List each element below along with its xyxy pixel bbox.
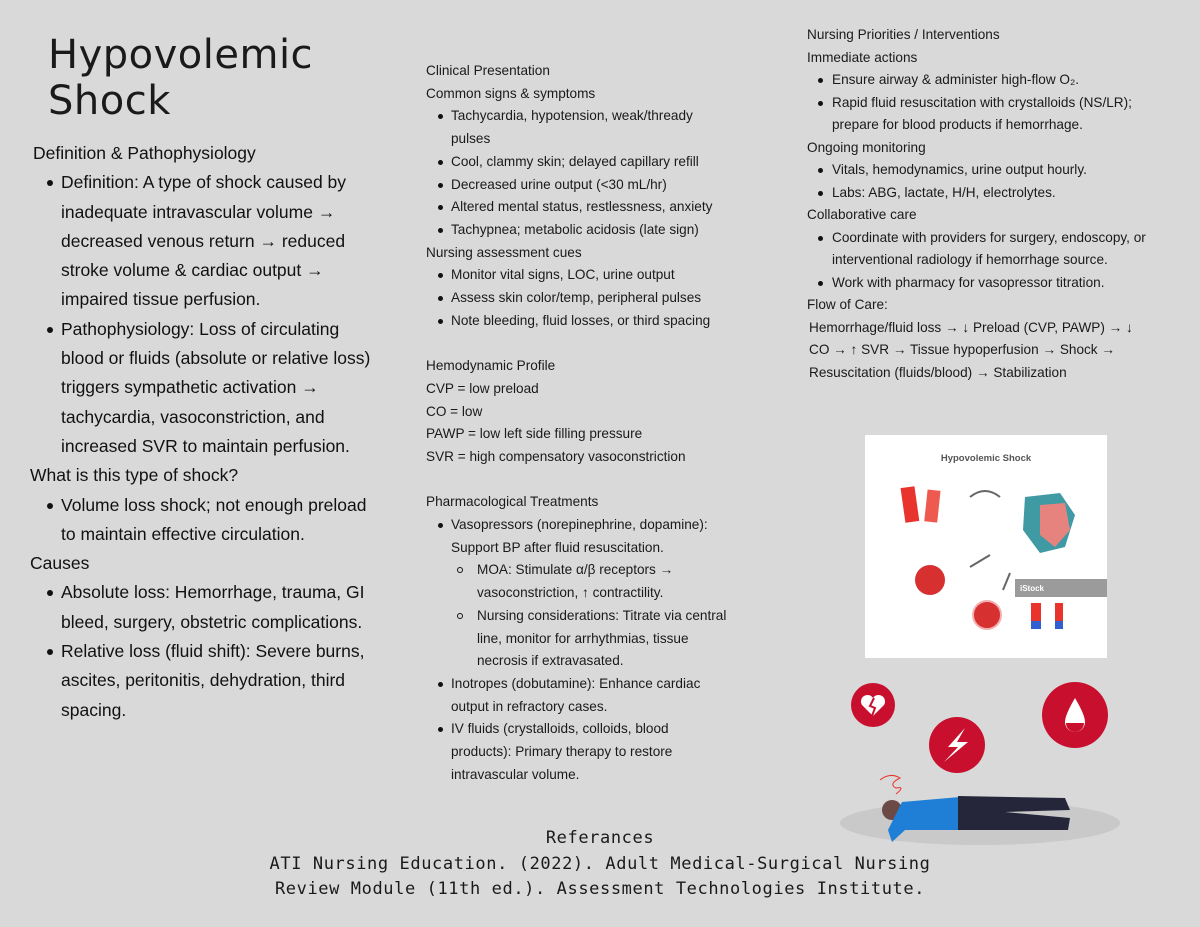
section-heading: Common signs & symptoms [426,85,596,101]
section-heading: Flow of Care: [807,297,888,312]
references-citation: ATI Nursing Education. (2022). Adult Medical-Surgical Nursing Review Module (11th ed.). Assessment Technologies Institute. [269,853,931,899]
broken-heart-icon [851,683,895,727]
list-item: Coordinate with providers for surgery, endoscopy, or interventional radiology if hemorrhage source. [807,227,1147,272]
section-heading: Nursing Priorities / Interventions [807,27,1000,42]
title-line-2: Shock [48,78,171,124]
heart-icon [915,565,945,595]
list-item: Ensure airway & administer high-flow O₂. [807,69,1147,92]
list-item: Cool, clammy skin; delayed capillary refill [426,151,731,174]
title-line-1: Hypovolemic [48,32,314,78]
list-item: Inotropes (dobutamine): Enhance cardiac output in refractory cases. [426,673,731,718]
section-heading: SVR = high compensatory vasoconstriction [426,448,686,464]
spacer [426,332,731,355]
blood-drop-icon [1042,682,1108,748]
list-item: Tachypnea; metabolic acidosis (late sign) [426,219,731,242]
list-item: Nursing considerations: Titrate via central line, monitor for arrhythmias, tissue necrosis if extravasated. [426,605,731,673]
section-heading: Definition & Pathophysiology [33,143,256,163]
section-heading: Immediate actions [807,49,918,65]
list-item: Work with pharmacy for vasopressor titration. [807,272,1147,295]
heart-icon [973,601,1001,629]
list-item: Monitor vital signs, LOC, urine output [426,264,731,287]
references [250,826,950,903]
heart-anatomy-icon [1023,493,1075,553]
hypovolemic-shock-diagram [865,435,1107,658]
list-item: IV fluids (crystalloids, colloids, blood products): Primary therapy to restore intravascular volume. [426,718,731,786]
middle-column [426,60,731,786]
list-item: Assess skin color/temp, peripheral pulses [426,287,731,310]
right-column [807,24,1147,384]
section-heading: Nursing assessment cues [426,244,582,260]
list-item: Altered mental status, restlessness, anxiety [426,196,731,219]
section-heading: PAWP = low left side filling pressure [426,426,643,442]
section-heading: Ongoing monitoring [807,139,926,155]
section-heading: Hemodynamic Profile [426,358,556,374]
watermark: iStock [1020,584,1045,593]
spacer [426,469,731,492]
list-item: MOA: Stimulate α/β receptors → vasoconstriction, ↑ contractility. [426,559,731,604]
list-item: Relative loss (fluid shift): Severe burns, ascites, peritonitis, dehydration, third spacing. [30,637,375,725]
section-heading: Collaborative care [807,207,917,222]
section-heading: CVP = low preload [426,380,539,396]
list-item: Labs: ABG, lactate, H/H, electrolytes. [807,182,1147,205]
section-heading: Clinical Presentation [426,63,550,78]
section-heading: Causes [30,553,90,574]
blood-vessel-icon [901,486,941,523]
list-item: Definition: A type of shock caused by inadequate intravascular volume → decreased venous return → reduced stroke volume & cardiac output → impaired tissue perfusion. [30,168,375,314]
section-heading: CO = low [426,403,483,419]
section-heading: Pharmacological Treatments [426,494,599,510]
list-item: Vasopressors (norepinephrine, dopamine): Support BP after fluid resuscitation. [426,514,731,559]
list-item: Absolute loss: Hemorrhage, trauma, GI bleed, surgery, obstetric complications. [30,578,375,637]
flow-of-care-text: Hemorrhage/fluid loss → ↓ Preload (CVP, PAWP) → ↓ CO → ↑ SVR → Tissue hypoperfusion → Shock → Resuscitation (fluids/blood) → Stabilization [809,319,1133,380]
diagram-title: Hypovolemic Shock [940,453,1032,464]
section-heading: What is this type of shock? [30,465,239,486]
left-column [30,139,375,725]
list-item: Volume loss shock; not enough preload to maintain effective circulation. [30,491,375,550]
list-item: Pathophysiology: Loss of circulating blood or fluids (absolute or relative loss) triggers sympathetic activation → tachycardia, vasoconstriction, and increased SVR to maintain perfusion. [30,315,375,461]
references-heading: Referances [545,828,655,848]
symptom-illustration [830,670,1130,850]
list-item: Decreased urine output (<30 mL/hr) [426,174,731,197]
list-item: Vitals, hemodynamics, urine output hourly. [807,159,1147,182]
list-item: Rapid fluid resuscitation with crystalloids (NS/LR); prepare for blood products if hemorrhage. [807,92,1147,137]
page-title [48,32,313,124]
list-item: Note bleeding, fluid losses, or third spacing [426,310,731,333]
list-item: Tachycardia, hypotension, weak/thready pulses [426,105,731,150]
lightning-icon [929,717,985,773]
